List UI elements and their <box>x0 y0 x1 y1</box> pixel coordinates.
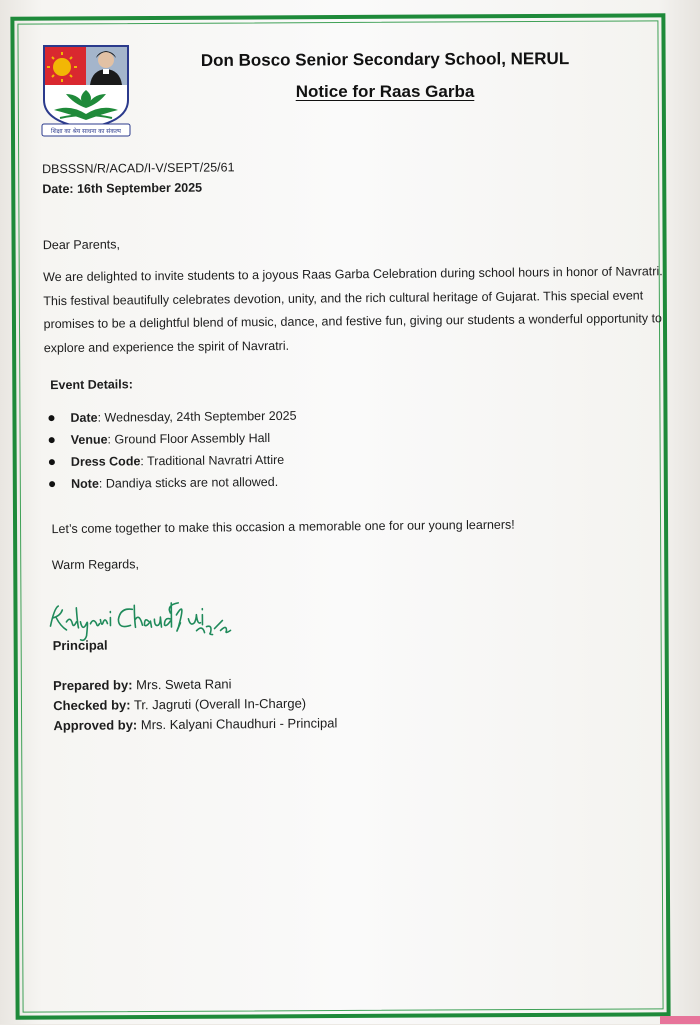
bullet-icon <box>49 459 55 465</box>
bullet-icon <box>49 481 55 487</box>
approved-by-value: Mrs. Kalyani Chaudhuri - Principal <box>137 715 338 733</box>
closing-line: Let’s come together to make this occasion a memorable one for our young learners! <box>51 517 515 537</box>
detail-label: Dress Code <box>70 454 141 469</box>
detail-label: Venue <box>70 432 108 447</box>
school-name: Don Bosco Senior Secondary School, NERUL <box>200 49 570 70</box>
checked-by-label: Checked by: <box>53 697 131 714</box>
date-label: Date: <box>42 181 74 197</box>
checked-by-value: Tr. Jagruti (Overall In-Charge) <box>130 695 307 713</box>
signatory-title: Principal <box>52 637 108 654</box>
prepared-by-value: Mrs. Sweta Rani <box>132 676 232 693</box>
warm-regards: Warm Regards, <box>51 557 140 573</box>
intro-paragraph <box>43 260 684 360</box>
detail-value: : Ground Floor Assembly Hall <box>107 430 271 447</box>
detail-value: : Traditional Navratri Attire <box>140 452 285 469</box>
notice-title-text: Notice for Raas Garba <box>295 82 475 101</box>
prepared-by-label: Prepared by: <box>52 677 133 694</box>
intro-line: promises to be a delightful blend of music, dance, and festive fun, giving our students a wonderful opportunity to <box>43 311 663 332</box>
date-value: 16th September 2025 <box>76 180 203 196</box>
event-details-heading: Event Details: <box>50 377 133 393</box>
bullet-icon <box>49 437 55 443</box>
checked-by <box>53 694 306 716</box>
logo-motto: शिक्षा का श्रेय साधना का संकल्प <box>51 128 121 135</box>
approved-by <box>53 713 337 736</box>
detail-value: : Dandiya sticks are not allowed. <box>98 474 279 491</box>
salutation: Dear Parents, <box>42 237 121 253</box>
detail-label: Date <box>70 410 98 425</box>
intro-line: explore and experience the spirit of Navratri. <box>43 338 290 355</box>
list-item <box>49 468 549 495</box>
event-details-list <box>48 402 549 495</box>
letter-date <box>42 179 202 199</box>
reference-number: DBSSSN/R/ACAD/I-V/SEPT/25/61 <box>42 160 235 177</box>
intro-line: We are delighted to invite students to a joyous Raas Garba Celebration during school hours in honor of Navratri. <box>43 264 663 285</box>
bullet-icon <box>48 415 54 421</box>
prepared-by <box>53 674 232 696</box>
approved-by-label: Approved by: <box>53 717 138 734</box>
intro-line: This festival beautifully celebrates devotion, unity, and the rich cultural heritage of Gujarat. This special event <box>43 287 644 308</box>
detail-value: : Wednesday, 24th September 2025 <box>97 408 297 425</box>
detail-label: Note <box>71 476 99 491</box>
